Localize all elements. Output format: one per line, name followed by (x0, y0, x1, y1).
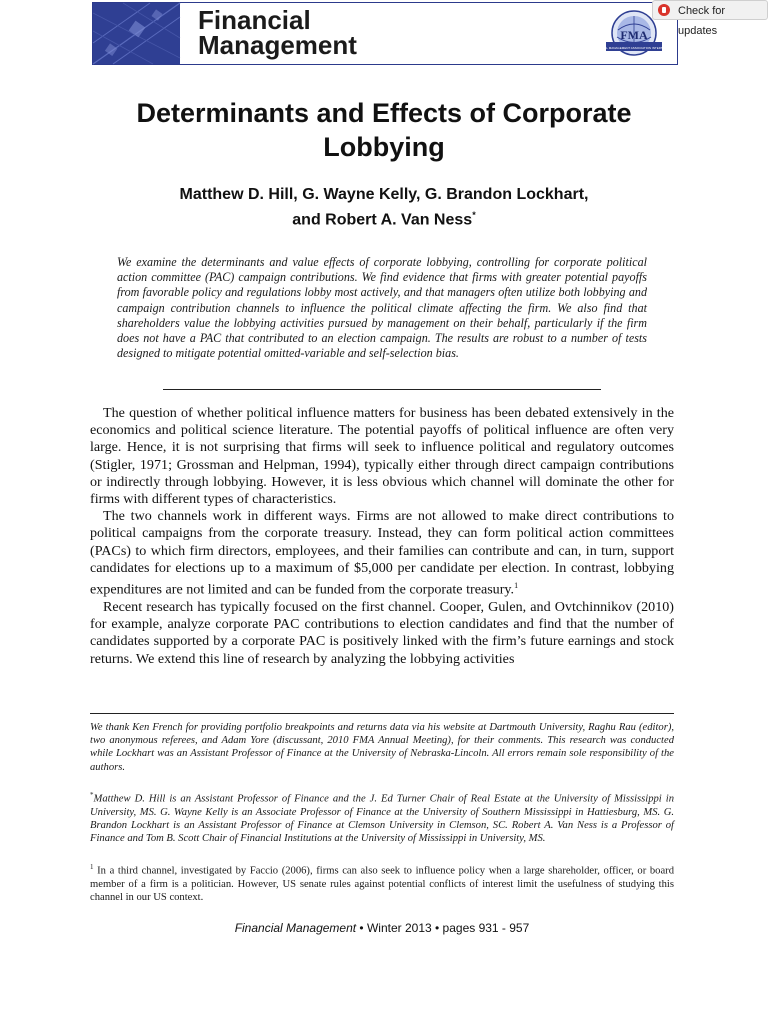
author-line2 (40, 205, 728, 230)
body-paragraph-3: Recent research has typically focused on the first channel. Cooper, Gulen, and Ovtchinnikov (2010) for example, analyze corporate PAC contributions to election candidates and find that the number of candidates supported by a corporate PAC is positively linked with the firm’s future earnings and stock returns. We extend this line of research by analyzing the lobbying activities (90, 598, 674, 667)
paper-title (40, 96, 728, 164)
check-for-updates-label: Check for updates (678, 5, 726, 37)
author-affiliation-marker: * (472, 210, 476, 220)
abstract-pattern-icon (93, 3, 180, 64)
footnote-1-marker: 1 (90, 863, 94, 871)
body-paragraph-2-text: The two channels work in different ways. Firms are not allowed to make direct contributions to political campaigns from the corporate treasury. Instead, they can form political action committees (PACs) to which firm directors, employees, and their families can contribute and can, in turn, support candidates for elections up to a maximum of $5,000 per candidate per election. In contrast, lobbying expenditures are not limited and can be funded from the corporate treasury. (90, 508, 674, 598)
footnote-1 (90, 861, 674, 904)
abstract: We examine the determinants and value effects of corporate lobbying, controlling for corporate political action committee (PAC) campaign contributions. We find evidence that firms with greater potential payoffs from favorable policy and regulations lobby most actively, and that managers often utilize both lobbying and campaign contribution channels to influence the political climate affecting the firm. We also find that shareholders value the lobbying activities pursued by management on their behalf, particularly if the firm does not have a PAC that contributed to an election campaign. The results are robust to a number of tests designed to mitigate potential omitted-variable and self-selection bias. (117, 255, 647, 361)
body-paragraph-2 (90, 508, 674, 599)
affiliations-text: Matthew D. Hill is an Assistant Professor of Finance and the J. Ed Turner Chair of Real Estate at the University of Mississippi in University, MS. G. Wayne Kelly is an Associate Professor of Finance at the University of Southern Mississippi in Hattiesburg, MS. G. Brandon Lockhart is an Assistant Professor of Finance at Clemson University in Clemson, SC. Robert A. Van Ness is a Professor of Finance and Tom B. Scott Chair of Financial Institutions at the University of Mississippi in University, MS. (90, 793, 674, 845)
footer-pages: pages 931 - 957 (442, 921, 530, 935)
abstract-divider (163, 389, 601, 390)
crossmark-icon (658, 4, 670, 16)
acknowledgment-note: We thank Ken French for providing portfolio breakpoints and returns data via his website at Dartmouth University, Raghu Rau (editor), two anonymous referees, and Adam Yore (discussant, 2010 FMA Annual Meeting), for their comments. This research was conducted while Lockhart was an Assistant Professor of Finance at the University of Nebraska-Lincoln. All errors remain sole responsibility of the authors. (90, 722, 674, 773)
author-line2-text: and Robert A. Van Ness (292, 211, 473, 229)
journal-header (92, 2, 678, 65)
journal-name-line2: Management (198, 30, 357, 60)
body-paragraph-1: The question of whether political influence matters for business has been debated extensively in the economics and political science literature. The potential payoffs of political influence are often very large. Hence, it is not surprising that firms will seek to influence political and regulatory outcomes (Stigler, 1971; Grossman and Helpman, 1994), typically either through direct campaign contributions or indirectly through lobbying. However, it is less obvious which channel will dominate the other for firms with different types of characteristics. (90, 405, 674, 508)
footnote-ref-1[interactable]: 1 (514, 581, 519, 591)
affiliations-marker: * (90, 791, 94, 799)
footnote-1-text: In a third channel, investigated by Faccio (2006), firms can also seek to influence policy when a large shareholder, officer, or board member of a firm is a politician. However, US senate rules against potential conflicts of interest limit the usefulness of studying this channel in our US context. (90, 865, 674, 903)
check-for-updates-button[interactable] (652, 0, 768, 37)
paper-title-line2: Lobbying (323, 132, 445, 162)
journal-name-line1: Financial (198, 5, 311, 35)
running-footer (90, 921, 674, 935)
footnote-divider (90, 713, 674, 714)
footer-issue: Winter 2013 (366, 921, 432, 935)
paper-title-line1: Determinants and Effects of Corporate (136, 98, 632, 128)
author-list (40, 184, 728, 230)
footer-separator-2: • (431, 921, 443, 935)
journal-logo-graphic (93, 3, 180, 64)
fma-seal-text: FMA (620, 28, 648, 42)
author-line1: Matthew D. Hill, G. Wayne Kelly, G. Brandon Lockhart, (179, 186, 589, 203)
footer-separator-1: • (356, 921, 367, 935)
fma-seal-caption: FINANCIAL MANAGEMENT ASSOCIATION INTERNATIONAL (592, 46, 676, 50)
footer-journal-name: Financial Management (234, 921, 357, 935)
body-text (90, 405, 674, 668)
journal-name (198, 5, 357, 60)
affiliations-note (90, 789, 674, 845)
